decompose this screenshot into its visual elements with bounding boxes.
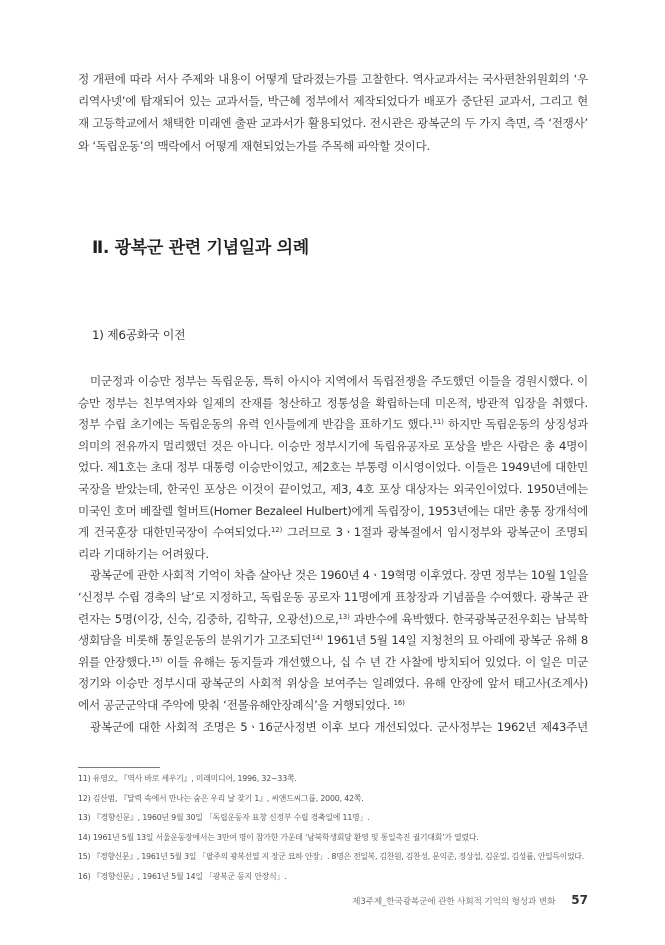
text-line: 었다. 제1호는 초대 정부 대통령 이승만이었고, 제2호는 부통령 이시영이었다. 이들은 1949년에 대한민 (78, 460, 588, 475)
subsection-heading: 1) 제6공화국 이전 (92, 328, 186, 342)
footnote: 14) 1961년 5월 13일 서울운동장에서는 3만여 명이 참가한 가운데 ‘남북학생회담 환영 및 통일촉진 궐기대회’가 열렸다. (78, 832, 479, 842)
footnote-ref: 16) (393, 698, 405, 707)
text-line: 광복군에 대한 사회적 조명은 5ㆍ16군사정변 이후 보다 개선되었다. 군사정부는 1962년 제43주년 (90, 719, 588, 734)
text-line: 미군정과 이승만 정부는 독립운동, 특히 아시아 지역에서 독립전쟁을 주도했던 이들을 경원시했다. 이 (90, 374, 588, 388)
footnote-ref: 14) (311, 634, 323, 643)
intro-paragraph (78, 68, 588, 157)
footnote: 11) 유영오, 『역사 바로 세우기』, 미래미디어, 1996, 32~33쪽. (78, 774, 297, 783)
footnotes (78, 769, 588, 886)
text-run: 련자는 5명(이강, 신숙, 김중하, 김학규, 오광선)으로, (78, 611, 339, 626)
footnote: 13) 『경향신문』, 1960년 9월 30일 「독립운동자 표창 신정부 수립 경축일에 11명」. (78, 813, 370, 822)
footnote-ref: 15) (151, 655, 163, 664)
text-line: ‘신정부 수립 경축의 날’로 지정하고, 독립운동 공로자 11명에게 표창장과 기념품을 수여했다. 광복군 관 (78, 589, 588, 604)
text-line: 리역사넷’에 탑재되어 있는 교과서들, 박근혜 정부에서 제작되었다가 배포가 중단된 교과서, 그리고 현 (78, 94, 588, 109)
text-line (78, 414, 588, 436)
text-line: 미국인 호머 베잘렐 헐버트(Homer Bezaleel Hulbert)에게 독립장이, 1953년에는 대만 총통 장개석에 (78, 503, 588, 518)
text-run: 게 건국훈장 대한민국장이 수여되었다. (78, 525, 271, 540)
text-run: 1961년 5월 14일 지청천의 묘 아래에 광복군 유해 8 (322, 633, 589, 648)
footnote-ref: 13) (338, 612, 350, 621)
text-line (78, 630, 588, 652)
footnote: 16) 『경향신문』, 1961년 5월 14일 「광복군 동지 안장식」. (78, 871, 287, 881)
text-line: 정 개편에 따라 서사 주제와 내용이 어떻게 달라졌는가를 고찰한다. 역사교과서는 국사편찬위원회의 ‘우 (78, 72, 588, 86)
text-run: 하지만 독립운동의 상징성과 (443, 417, 588, 432)
footnote: 12) 김산범, 『달력 속에서 만나는 숨은 우리 날 찾기 1』, 씨앤드씨그룹, 2000, 42쪽. (78, 793, 364, 803)
text-run: 그러므로 3ㆍ1절과 광복절에서 임시정부와 광복군이 조명되 (282, 525, 588, 540)
section-heading: Ⅱ. 광복군 관련 기념일과 의례 (92, 238, 309, 258)
body-text (78, 371, 588, 738)
footnote-ref: 11) (432, 418, 444, 427)
text-line (78, 652, 588, 674)
text-line: 재 고등학교에서 채택한 미래엔 출판 교과서가 활용되었다. 전시관은 광복군의 두 가지 측면, 즉 ‘전쟁사’ (78, 116, 588, 131)
text-line (78, 695, 588, 717)
page-number: 57 (571, 893, 588, 907)
paragraph (78, 565, 588, 716)
text-run: 이들 유해는 동지들과 개선했으나, 십 수 년 간 사찰에 방치되어 있었다. 이 일은 미군 (162, 654, 588, 669)
text-run: 정부 수립 초기에는 독립운동의 유력 인사들에게 반감을 표하기도 했다. (78, 417, 433, 432)
text-line: 국장을 받았는데, 한국인 포상은 이것이 끝이었고, 제3, 4호 포상 대상자는 외국인이었다. 1950년에는 (78, 481, 588, 496)
text-line (78, 609, 588, 631)
text-run: 과반수에 육박했다. 한국광복군전우회는 남북학 (349, 611, 589, 626)
footnote-divider (78, 767, 160, 768)
text-line: 의미의 전유까지 멀리했던 것은 아니다. 이승만 정부시기에 독립유공자로 포상을 받은 사람은 총 4명이 (78, 438, 588, 453)
footnote: 15) 『경향신문』, 1961년 5월 3일 「팔주의 광복선열 지 장군 묘하 안장」. 8명은 전일복, 김찬원, 김찬성, 문익준, 정상섭, 김운일, 김성률, 안일득이었다. (78, 852, 584, 861)
paragraph (78, 717, 588, 739)
page-footer (352, 893, 588, 907)
text-line: 와 ‘독립운동’의 맥락에서 어떻게 재현되었는가를 주목해 파악할 것이다. (78, 138, 430, 153)
text-run: 위를 안장했다. (78, 654, 152, 669)
footnote-ref: 12) (270, 526, 283, 535)
text-line: 리라 기대하기는 어려웠다. (78, 546, 209, 561)
text-line: 승만 정부는 친부역자와 일제의 잔재를 청산하고 정통성을 확립하는데 미온적, 방관적 입장을 취했다. (78, 395, 588, 410)
paragraph (78, 371, 588, 565)
running-title: 제3주제_한국광복군에 관한 사회적 기억의 형성과 변화 (352, 897, 556, 907)
text-line (78, 522, 588, 544)
text-line: 정기와 이승만 정부시대 광복군의 사회적 위상을 보여주는 일례였다. 유해 안장에 앞서 태고사(조계사) (78, 676, 588, 691)
text-run: 에서 공군군악대 주악에 맞춰 ‘전몰유해안장례식’을 거행되었다. (78, 697, 394, 712)
text-line: 광복군에 관한 사회적 기억이 차츰 살아난 것은 1960년 4ㆍ19혁명 이후였다. 장면 정부는 10월 1일을 (90, 568, 588, 583)
text-run: 생회담을 비롯해 통일운동의 분위기가 고조되던 (78, 633, 312, 648)
